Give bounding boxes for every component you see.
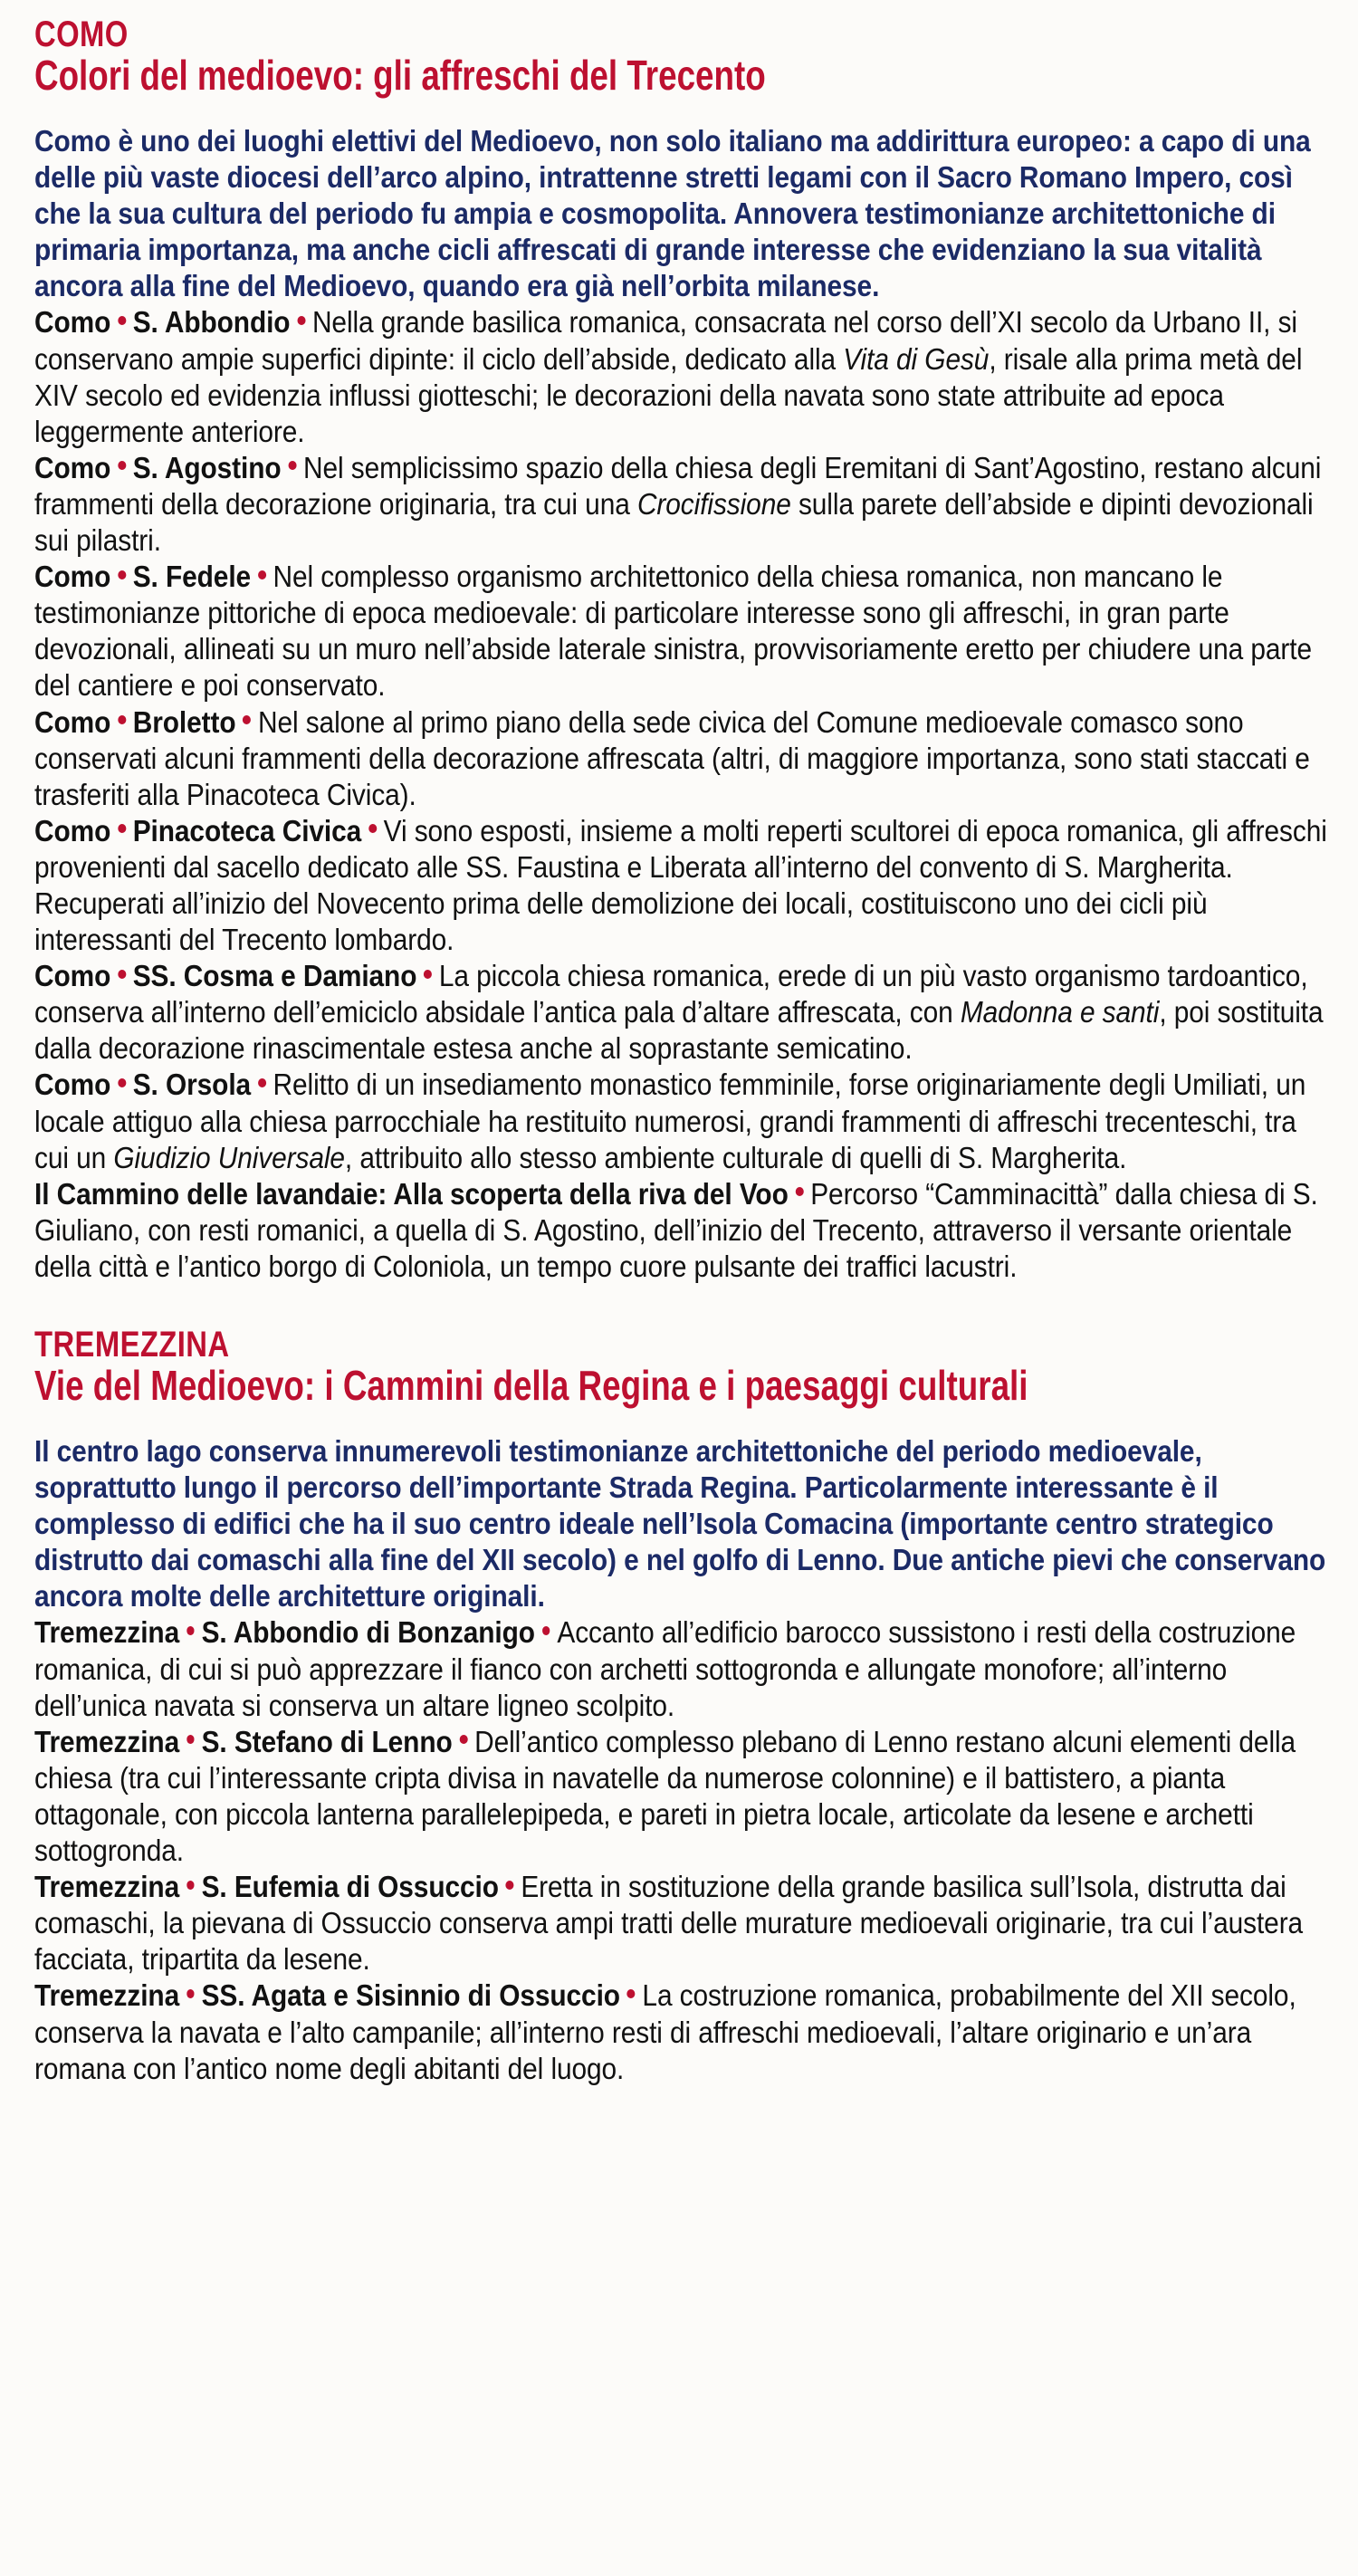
entry-item [34, 1067, 1333, 1175]
bullet-separator-icon [118, 715, 126, 724]
entry-item [34, 1614, 1333, 1723]
entry-text-run: La piccola chiesa romanica, erede di un più vasto organismo tardoantico, conserva all’interno dell’emiciclo absidale l’antica pala d’altare affrescata, con [34, 959, 1308, 1029]
section-title: Vie del Medioevo: i Cammini della Regina e i paesaggi culturali [34, 1362, 1028, 1409]
entry-list [34, 1614, 1333, 2086]
entry-place-label: Como [34, 704, 111, 739]
entry-item [34, 559, 1333, 704]
section-title: Colori del medioevo: gli affreschi del Trecento [34, 52, 766, 99]
entry-italic-title: Madonna e santi [960, 995, 1160, 1029]
entry-item [34, 1977, 1333, 2086]
bullet-separator-icon [243, 715, 251, 724]
entry-item [34, 1176, 1333, 1285]
entry-item [34, 813, 1333, 958]
entry-place-label: Tremezzina [34, 1615, 180, 1650]
bullet-separator-icon [459, 1735, 467, 1744]
bullet-separator-icon [186, 1881, 195, 1890]
bullet-separator-icon [118, 1078, 126, 1087]
entry-italic-title: Vita di Gesù [843, 341, 990, 376]
entry-italic-title: Giudizio Universale [113, 1140, 345, 1174]
entry-text-run: Vi sono esposti, insieme a molti reperti scultorei di epoca romanica, gli affreschi provenienti dal sacello dedicato alle SS. Faustina e Liberata all’interno del convento di S. Margherita. Recuperati all’inizio del Novecento prima delle demolizione dei locali, costituiscono uno dei cicli più interessanti del Trecento lombardo. [34, 813, 1327, 957]
bullet-separator-icon [627, 1989, 636, 1998]
entry-place-label: Como [34, 305, 111, 340]
entry-text-run: Accanto all’edificio barocco sussistono i resti della costruzione romanica, di cui si può apprezzare il fianco con archetti sottogronda e allungate monofore; all’interno dell’unica navata si conserva un altare ligneo scolpito. [34, 1615, 1296, 1722]
entry-text-run: Percorso “Camminacittà” dalla chiesa di S. Giuliano, con resti romanici, a quella di S. Agostino, dell’inizio del Trecento, attraverso il versante orientale della città e l’antico borgo di Coloniola, un tempo cuore pulsante dei traffici lacustri. [34, 1176, 1318, 1283]
entry-name-label: S. Fedele [132, 560, 252, 594]
entry-name-label: S. Abbondio di Bonzanigo [201, 1615, 535, 1650]
entry-place-label: Como [34, 959, 111, 993]
entry-place-label: Como [34, 1068, 111, 1102]
entry-text-run: Eretta in sostituzione della grande basilica sull’Isola, distrutta dai comaschi, la pievana di Ossuccio conserva ampi tratti delle murature medioevali originarie, tra cui l’austera facciata, tripartita da lesene. [34, 1870, 1304, 1977]
entry-list [34, 304, 1333, 1285]
section-spacer [34, 1285, 1333, 1326]
sections-container [34, 16, 1333, 2087]
entry-place-label: Como [34, 560, 111, 594]
bullet-separator-icon [796, 1187, 804, 1196]
entry-item [34, 1724, 1333, 1869]
entry-name-label: S. Eufemia di Ossuccio [201, 1870, 499, 1904]
entry-name-label: S. Agostino [132, 450, 282, 484]
bullet-separator-icon [186, 1989, 195, 1998]
bullet-separator-icon [118, 824, 126, 833]
bullet-separator-icon [368, 824, 377, 833]
entry-name-label: SS. Agata e Sisinnio di Ossuccio [201, 1978, 620, 2013]
entry-text-run: Relitto di un insediamento monastico femminile, forse originariamente degli Umiliati, un locale attiguo alla chiesa parrocchiale ha restituito numerosi, grandi frammenti di affreschi trecenteschi, tra cui un [34, 1068, 1306, 1174]
entry-italic-title: Crocifissione [636, 486, 791, 521]
entry-item [34, 958, 1333, 1067]
bullet-separator-icon [258, 1078, 266, 1087]
entry-item [34, 1869, 1333, 1977]
entry-name-label: Il Cammino delle lavandaie: Alla scoperta della riva del Voo [34, 1176, 789, 1211]
entry-name-label: Pinacoteca Civica [132, 813, 362, 847]
section-intro-paragraph: Il centro lago conserva innumerevoli testimonianze architettoniche del periodo medioevale, soprattutto lungo il percorso dell’importante Strada Regina. Particolarmente interessante è il complesso di edifici che ha il suo centro ideale nell’Isola Comacina (importante centro strategico distrutto dai comaschi alla fine del XII secolo) e nel golfo di Lenno. Due antiche pievi che conservano ancora molte delle architetture originali. [34, 1434, 1326, 1614]
entry-name-label: S. Abbondio [132, 305, 291, 340]
entry-text-run: sulla parete dell’abside e dipinti devozionali sui pilastri. [34, 486, 1314, 558]
entry-item [34, 304, 1333, 449]
section-heading [34, 14, 1333, 99]
entry-text-run: , attribuito allo stesso ambiente culturale di quelli di S. Margherita. [344, 1140, 1127, 1174]
entry-text-run: Nel complesso organismo architettonico della chiesa romanica, non mancano le testimonianze pittoriche di epoca medioevale: di particolare interesse sono gli affreschi, in gran parte devozionali, allineati su un muro nell’abside laterale sinistra, provvisoriamente eretto per chiudere una parte del cantiere e poi conservato. [34, 560, 1312, 703]
bullet-separator-icon [186, 1735, 195, 1744]
section-kicker: COMO [34, 14, 129, 54]
entry-item [34, 704, 1333, 813]
bullet-separator-icon [506, 1881, 514, 1890]
entry-name-label: S. Orsola [132, 1068, 252, 1102]
entry-text-run: Nella grande basilica romanica, consacrata nel corso dell’XI secolo da Urbano II, si conservano ampie superfici dipinte: il ciclo dell’abside, dedicato alla [34, 305, 1297, 376]
bullet-separator-icon [288, 461, 296, 470]
entry-name-label: SS. Cosma e Damiano [132, 959, 417, 993]
section-intro-paragraph: Como è uno dei luoghi elettivi del Medioevo, non solo italiano ma addirittura europeo: a capo di una delle più vaste diocesi dell’arco alpino, intrattenne stretti legami con il Sacro Romano Impero, così che la sua cultura del periodo fu ampia e cosmopolita. Annovera testimonianze architettoniche di primaria importanza, ma anche cicli affrescati di grande interesse che evidenziano la sua vitalità ancora alla fine del Medioevo, quando era già nell’orbita milanese. [34, 124, 1311, 303]
bullet-separator-icon [424, 970, 432, 979]
entry-name-label: Broletto [132, 704, 236, 739]
entry-text-run: Dell’antico complesso plebano di Lenno restano alcuni elementi della chiesa (tra cui l’interessante cripta divisa in navatelle da numerose colonnine) e il battistero, a pianta ottagonale, con piccola lanterna parallelepipeda, e pareti in pietra locale, articolate da lesene e archetti sottogronda. [34, 1724, 1296, 1868]
entry-item [34, 450, 1333, 559]
entry-text-run: , risale alla prima metà del XIV secolo ed evidenzia influssi giotteschi; le decorazioni della navata sono state attribuite ad epoca leggermente anteriore. [34, 341, 1303, 448]
entry-place-label: Tremezzina [34, 1724, 180, 1758]
entry-place-label: Tremezzina [34, 1870, 180, 1904]
section-heading [34, 1325, 1333, 1409]
entry-text-run: La costruzione romanica, probabilmente del XII secolo, conserva la navata e l’alto campanile; all’interno resti di affreschi medioevali, l’altare originario e un’ara romana con l’antico nome degli abitanti del luogo. [34, 1978, 1296, 2085]
section-kicker: TREMEZZINA [34, 1325, 230, 1365]
bullet-separator-icon [118, 570, 126, 579]
entry-place-label: Como [34, 450, 111, 484]
entry-text-run: Nel semplicissimo spazio della chiesa degli Eremitani di Sant’Agostino, restano alcuni frammenti della decorazione originaria, tra cui una [34, 450, 1322, 521]
entry-place-label: Tremezzina [34, 1978, 180, 2013]
bullet-separator-icon [258, 570, 266, 579]
bullet-separator-icon [297, 316, 305, 325]
bullet-separator-icon [118, 970, 126, 979]
bullet-separator-icon [186, 1626, 195, 1635]
entry-place-label: Como [34, 813, 111, 847]
bullet-separator-icon [542, 1626, 550, 1635]
bullet-separator-icon [118, 316, 126, 325]
bullet-separator-icon [118, 461, 126, 470]
entry-text-run: , poi sostituita dalla decorazione rinascimentale estesa anche al soprastante semicatino. [34, 995, 1324, 1066]
entry-name-label: S. Stefano di Lenno [201, 1724, 453, 1758]
entry-text-run: Nel salone al primo piano della sede civica del Comune medioevale comasco sono conservati alcuni frammenti della decorazione affrescata (altri, di maggiore importanza, sono stati staccati e trasferiti alla Pinacoteca Civica). [34, 704, 1310, 811]
